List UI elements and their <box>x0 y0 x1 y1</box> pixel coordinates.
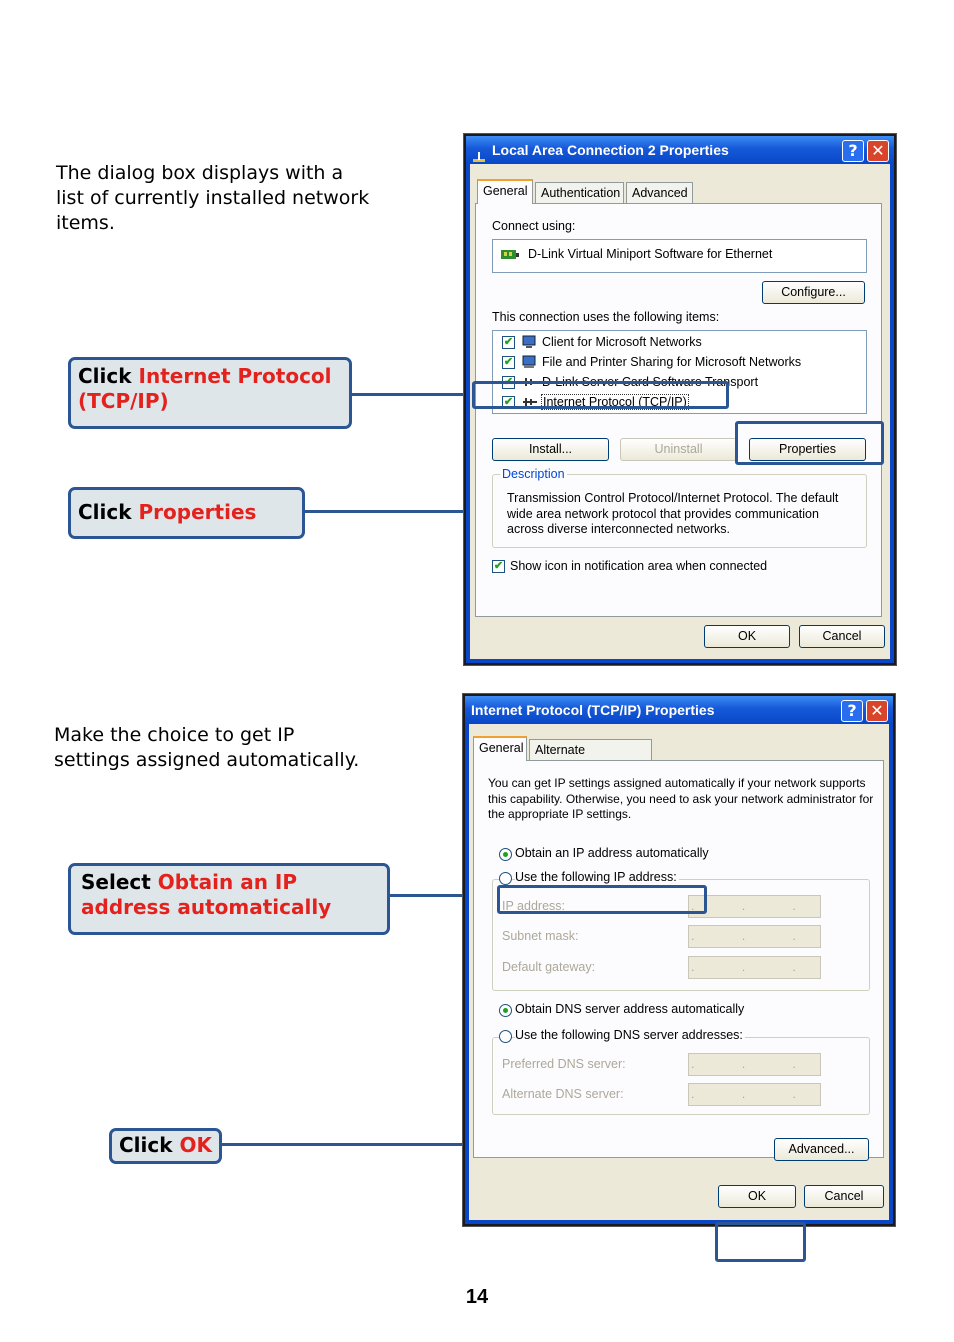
callout-highlight: Obtain an IP address automatically <box>81 870 332 919</box>
obtain-ip-label: Obtain an IP address automatically <box>515 846 709 860</box>
checkbox-dlink-transport[interactable]: ✔ <box>503 376 514 388</box>
cancel-button[interactable]: Cancel <box>804 1185 884 1208</box>
uninstall-button[interactable]: Uninstall <box>620 438 737 461</box>
description-title: Description <box>502 467 565 481</box>
help-button[interactable]: ? <box>842 140 864 162</box>
list-item-label: Client for Microsoft Networks <box>542 335 702 349</box>
network-card-icon <box>501 249 519 261</box>
dialog-title: Internet Protocol (TCP/IP) Properties <box>471 702 715 718</box>
top-description: The dialog box displays with a list of currently installed network items. <box>56 162 370 234</box>
network-icon <box>472 144 486 156</box>
obtain-dns-radio[interactable] <box>499 1004 512 1017</box>
dialog-title: Local Area Connection 2 Properties <box>492 142 729 158</box>
show-icon-checkbox[interactable]: ✔ <box>493 560 504 572</box>
ok-button[interactable]: OK <box>718 1185 796 1208</box>
highlight-obtain-ip <box>497 885 707 914</box>
use-ip-radio[interactable] <box>499 872 512 885</box>
page-number: 14 <box>465 1286 489 1308</box>
properties-button[interactable]: Properties <box>749 438 866 461</box>
callout-highlight: Internet Protocol (TCP/IP) <box>78 364 332 413</box>
list-item-client[interactable] <box>493 333 866 353</box>
subnet-mask-label: Subnet mask: <box>502 929 579 943</box>
callout-click-tcpip <box>68 357 352 429</box>
list-item-file-sharing[interactable] <box>493 353 866 373</box>
callout-prefix: Select <box>81 870 158 894</box>
obtain-ip-radio[interactable] <box>499 848 512 861</box>
description-text: Transmission Control Protocol/Internet Protocol. The default wide area network protocol that provides communication across diverse interconnected networks. <box>507 491 839 536</box>
file-sharing-icon <box>522 355 536 369</box>
intro-text: You can get IP settings assigned automatically if your network supports this capability. Otherwise, you need to ask your network administrator for the appropriate IP settings. <box>488 776 874 821</box>
tab-general[interactable]: General <box>477 179 533 204</box>
checkbox-tcpip[interactable]: ✔ <box>503 396 514 408</box>
callout-highlight: OK <box>179 1133 213 1157</box>
configure-button[interactable]: Configure... <box>762 281 865 304</box>
tab-alternate-configuration[interactable]: Alternate <box>529 739 652 761</box>
cancel-button[interactable]: Cancel <box>799 625 885 648</box>
callout-click-ok <box>109 1128 222 1164</box>
list-item-label: File and Printer Sharing for Microsoft Networks <box>542 355 802 369</box>
dialog-client <box>470 164 890 659</box>
obtain-dns-label: Obtain DNS server address automatically <box>515 1002 745 1016</box>
dialog-titlebar <box>466 136 894 164</box>
tab-advanced[interactable]: Advanced <box>626 182 693 204</box>
dialog-client <box>469 724 889 1220</box>
alternate-dns-label: Alternate DNS server: <box>502 1087 624 1101</box>
preferred-dns-field[interactable]: . . . <box>688 1053 821 1076</box>
connect-using-label: Connect using: <box>492 219 576 233</box>
callout-highlight: Properties <box>138 500 257 524</box>
client-computer-icon <box>522 335 536 349</box>
tab-general[interactable]: General <box>473 736 527 761</box>
adapter-name: D-Link Virtual Miniport Software for Ethernet <box>528 247 773 261</box>
show-icon-label: Show icon in notification area when connected <box>510 559 768 573</box>
checkbox-file-sharing[interactable]: ✔ <box>503 356 514 368</box>
preferred-dns-label: Preferred DNS server: <box>502 1057 626 1071</box>
ip-address-label: IP address: <box>502 899 566 913</box>
list-item-label: D-Link Server Card Software Transport <box>542 375 759 389</box>
dialog-titlebar <box>465 696 893 724</box>
callout-prefix: Click <box>78 500 139 524</box>
close-button[interactable]: ✕ <box>866 700 888 722</box>
alternate-dns-field[interactable]: . . . <box>688 1083 821 1106</box>
default-gateway-field[interactable]: . . . <box>688 956 821 979</box>
use-dns-radio[interactable] <box>499 1030 512 1043</box>
default-gateway-label: Default gateway: <box>502 960 596 974</box>
bottom-description: Make the choice to get IP settings assigned automatically. <box>54 724 360 771</box>
close-button[interactable]: ✕ <box>867 140 889 162</box>
checkbox-client[interactable]: ✔ <box>503 336 514 348</box>
subnet-mask-field[interactable]: . . . <box>688 925 821 948</box>
ok-button[interactable]: OK <box>704 625 790 648</box>
highlight-properties-button <box>735 421 884 465</box>
help-button[interactable]: ? <box>841 700 863 722</box>
advanced-button[interactable]: Advanced... <box>774 1138 869 1161</box>
list-item-label: Internet Protocol (TCP/IP) <box>543 395 687 409</box>
general-panel <box>473 760 884 1158</box>
tab-authentication[interactable]: Authentication <box>535 182 624 204</box>
ip-address-field[interactable]: . . . <box>688 895 821 918</box>
use-ip-label: Use the following IP address: <box>515 870 677 884</box>
install-button[interactable]: Install... <box>492 438 609 461</box>
adapter-field <box>492 239 867 273</box>
use-dns-label: Use the following DNS server addresses: <box>515 1028 743 1042</box>
general-panel <box>475 203 882 617</box>
callout-prefix: Click <box>119 1133 180 1157</box>
items-label: This connection uses the following items: <box>492 310 720 324</box>
callout-select-obtain-ip <box>68 863 390 935</box>
connector-line-tcpip <box>350 393 475 396</box>
callout-prefix: Click <box>78 364 139 388</box>
highlight-ok-button <box>715 1222 806 1262</box>
callout-click-properties <box>68 487 305 539</box>
highlight-tcpip-item <box>472 381 729 409</box>
tcpip-properties-dialog <box>463 694 895 1226</box>
